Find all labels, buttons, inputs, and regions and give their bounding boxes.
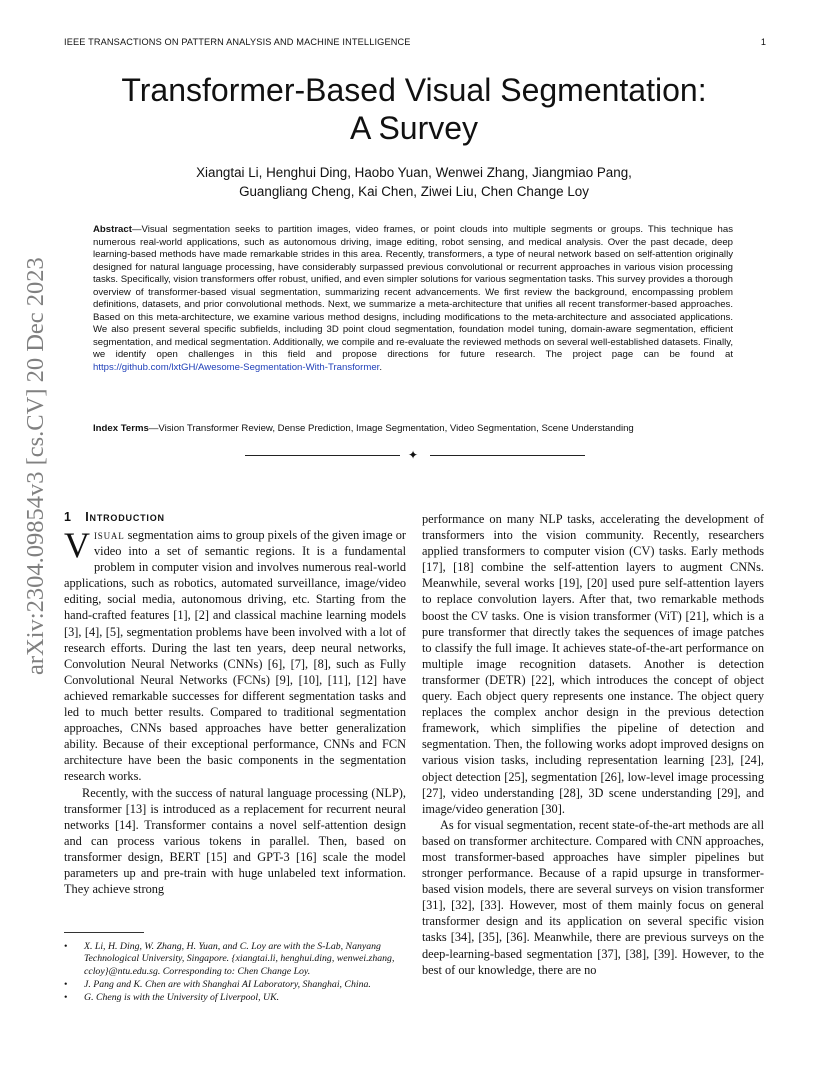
body-column-left: [64, 527, 406, 897]
journal-header: IEEE TRANSACTIONS ON PATTERN ANALYSIS AND MACHINE INTELLIGENCE: [64, 37, 411, 47]
section-number: 1: [64, 510, 72, 524]
arxiv-stamp: arXiv:2304.09854v3 [cs.CV] 20 Dec 2023: [22, 257, 49, 675]
intro-paragraph-2: Recently, with the success of natural language processing (NLP), transformer [13] is introduced as a replacement for recurrent neural networks [14]. Transformer contains a novel self-attention design and can process various tokens in parallel. Then, based on transformer design, BERT [15] and GPT-3 [16] scale the model parameters up and pre-train with huge unlabeled text information. They achieve strong: [64, 785, 406, 897]
body-column-right: [422, 511, 764, 978]
index-terms-label: Index Terms: [93, 423, 149, 434]
dropcap-rest: isual: [94, 528, 125, 542]
footnote-text: X. Li, H. Ding, W. Zhang, H. Yuan, and C. Loy are with the S-Lab, Nanyang Technological University, Singapore. {xiangtai.li, henghui.ding, wenwei.zhang, ccloy}@ntu.edu.sg. Corresponding to: Chen Change Loy.: [84, 941, 395, 977]
index-terms: [93, 423, 733, 436]
footnote-item: [64, 979, 408, 991]
footnote-rule: [64, 932, 144, 933]
abstract-text: —Visual segmentation seeks to partition images, video frames, or point clouds into multiple segments or groups. This technique has numerous real-world applications, such as autonomous driving, image editing, robot sensing, and medical analysis. Over the past decade, deep learning-based methods have made remarkable strides in this area. Recently, transformers, a type of neural network based on self-attention originally designed for natural language processing, have considerably surpassed previous convolutional or recurrent approaches in various vision processing tasks. Specifically, vision transformers offer robust, unified, and even simpler solutions for various segmentation tasks. This survey provides a thorough overview of transformer-based visual segmentation, summarizing recent advancements. We first review the background, encompassing problem definitions, datasets, and prior convolutional methods. Next, we summarize a meta-architecture that unifies all recent transformer-based approaches. Based on this meta-architecture, we examine various method designs, including modifications to the meta-architecture and associated applications. We also present several specific subfields, including 3D point cloud segmentation, foundation model tuning, domain-aware segmentation, efficient segmentation, and medical segmentation. Additionally, we compile and re-evaluate the reviewed methods on several well-established datasets. Finally, we identify open challenges in this field and propose directions for future research. The project page can be found at: [93, 224, 733, 360]
paper-title: [64, 71, 764, 147]
intro-paragraph-1: [64, 527, 406, 785]
authors-line-1: Xiangtai Li, Henghui Ding, Haobo Yuan, Wenwei Zhang, Jiangmiao Pang,: [196, 165, 632, 180]
page-number: 1: [760, 37, 766, 47]
footnote-item: [64, 941, 408, 978]
separator-diamond-icon: ✦: [408, 448, 419, 462]
abstract: [93, 224, 733, 374]
author-list: [64, 163, 764, 201]
project-link[interactable]: https://github.com/lxtGH/Awesome-Segmentation-With-Transformer: [93, 361, 380, 373]
bullet-icon: •: [64, 978, 68, 990]
section-heading: [64, 510, 165, 524]
footnote-text: G. Cheng is with the University of Liverpool, UK.: [84, 992, 280, 1004]
bullet-icon: •: [64, 941, 68, 952]
title-line-2: A Survey: [349, 110, 479, 146]
title-line-1: Transformer-Based Visual Segmentation:: [121, 72, 707, 108]
separator-line-left: [245, 455, 400, 456]
index-terms-text: —Vision Transformer Review, Dense Prediction, Image Segmentation, Video Segmentation, Scene Understanding: [148, 423, 634, 434]
footnote-item: [64, 992, 408, 1004]
intro-paragraph-3: performance on many NLP tasks, accelerating the development of transformers into the vision community. Recently, researchers applied transformers to computer vision (CV) tasks. Early methods [17], [18] combine the self-attention layers to augment CNNs. Meanwhile, several works [19], [20] used pure self-attention layers to replace convolution layers. After that, two remarkable methods boost the CV tasks. One is vision transformer (ViT) [21], which is a pure transformer that directly takes the sequences of image patches to classify the full image. It achieves state-of-the-art performance on multiple image recognition datasets. Another is detection transformer (DETR) [22], which introduces the concept of object query. Each object query represents one instance. The object query replaces the complex anchor design in the previous detection framework, which simplifies the pipeline of detection and segmentation. Then, the following works adopt improved designs on various vision tasks, including representation learning [23], [24], object detection [25], segmentation [26], low-level image processing [27], video understanding [28], 3D scene understanding [29], and image/video generation [30].: [422, 512, 764, 816]
drop-cap: V: [64, 525, 90, 565]
intro-paragraph-1-text: segmentation aims to group pixels of the given image or video into a set of semantic regions. It is a fundamental problem in computer vision and involves numerous real-world applications, such as robotics, automated surveillance, image/video editing, social media, autonomous driving, etc. Starting from the hand-crafted features [1], [2] and classical machine learning models [3], [4], [5], segmentation problems have been involved with a lot of research efforts. During the last ten years, deep neural networks, Convolution Neural Networks (CNNs) [6], [7], [8], such as Fully Convolutional Neural Networks (FCNs) [9], [10], [11], [12] have achieved remarkable successes for different segmentation tasks and led to much better results. Compared to traditional segmentation approaches, CNNs based approaches have better generalization ability. Because of their exceptional performance, CNNs and FCN architecture have been the basic components in the segmentation research works.: [64, 528, 406, 784]
section-separator: [245, 450, 585, 462]
footnote-text: J. Pang and K. Chen are with Shanghai AI Laboratory, Shanghai, China.: [84, 978, 371, 990]
intro-paragraph-4: As for visual segmentation, recent state-of-the-art methods are all based on transformer architecture. Compared with CNN approaches, most transformer-based approaches have simpler pipelines but stronger performance. Because of a rapid upsurge in transformer-based vision models, there are several surveys on vision transformer [31], [32], [33]. However, most of them mainly focus on general transformer design and its application on several specific vision tasks [34], [35], [36]. Meanwhile, there are previous surveys on the deep-learning-based segmentation [37], [38], [39]. However, to the best of our knowledge, there are no: [422, 817, 764, 977]
authors-line-2: Guangliang Cheng, Kai Chen, Ziwei Liu, Chen Change Loy: [239, 184, 589, 199]
section-title: Introduction: [85, 510, 165, 524]
separator-line-right: [430, 455, 585, 456]
abstract-end: .: [379, 361, 382, 373]
footnotes: [64, 941, 408, 1005]
bullet-icon: •: [64, 992, 68, 1004]
abstract-label: Abstract: [93, 224, 132, 235]
